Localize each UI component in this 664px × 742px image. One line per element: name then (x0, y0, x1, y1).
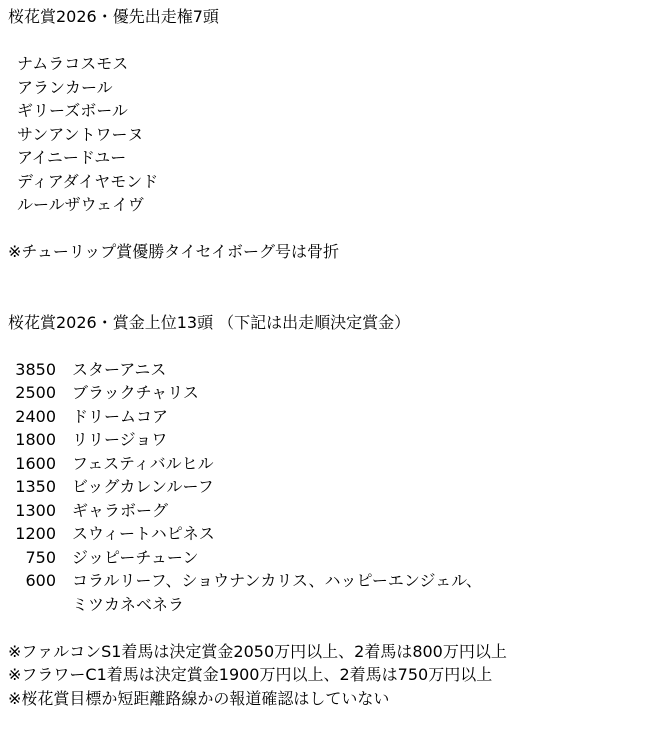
injury-note: ※チューリップ賞優勝タイセイボーグ号は骨折 (8, 242, 340, 261)
priority-section-title: 桜花賞2026・優先出走権7頭 (8, 7, 219, 26)
prize-horse-name: ジッピーチューン (72, 547, 199, 567)
prize-horse-name: ギャラボーグ (72, 500, 169, 520)
priority-horse-name: ルールザウェイヴ (17, 195, 145, 214)
prize-row (8, 381, 664, 405)
prize-amount: 1350 (15, 477, 56, 496)
prize-amount: 1800 (15, 430, 56, 449)
prize-row (8, 522, 664, 546)
priority-horse-name: アランカール (17, 77, 113, 97)
prize-list (8, 358, 664, 617)
prize-horse-name: リリージョワ (72, 430, 168, 449)
prize-horse-name: ミツカネベネラ (72, 594, 185, 614)
prize-amount: 3850 (15, 359, 56, 379)
prize-row (8, 499, 664, 523)
prize-row-continuation (8, 593, 664, 617)
prize-row (8, 358, 664, 382)
prize-section-title: 桜花賞2026・賞金上位13頭 （下記は出走順決定賞金） (8, 312, 411, 332)
prize-row (8, 475, 664, 499)
footnotes (8, 640, 664, 711)
prize-amount: 1200 (15, 524, 56, 543)
priority-horse-name: アイニードユー (17, 148, 127, 167)
prize-row (8, 452, 664, 476)
priority-horse-name: サンアントワーヌ (17, 124, 144, 144)
priority-horse-list (8, 52, 664, 217)
prize-amount: 1600 (15, 453, 56, 473)
prize-amount: 2500 (15, 383, 56, 402)
prize-horse-name: スウィートハピネス (72, 524, 215, 543)
prize-row (8, 405, 664, 429)
footnote-no-report-confirmation: ※桜花賞目標か短距離路線かの報道確認はしていない (8, 688, 390, 708)
priority-horse-name: ディアダイヤモンド (17, 171, 159, 191)
prize-horse-name: ビッグカレンルーフ (72, 477, 214, 496)
prize-amount: 750 (25, 547, 56, 567)
prize-horse-name: ドリームコア (72, 406, 169, 426)
prize-horse-name: フェスティバルヒル (72, 453, 214, 473)
prize-horse-name: ブラックチャリス (72, 383, 199, 402)
prize-horse-name: コラルリーフ、ショウナンカリス、ハッピーエンジェル、 (72, 571, 482, 590)
prize-amount: 600 (25, 571, 56, 590)
prize-row (8, 569, 664, 593)
prize-row (8, 428, 664, 452)
prize-amount: 2400 (15, 406, 56, 426)
footnote-falcon-stakes: ※ファルコンS1着馬は決定賞金2050万円以上、2着馬は800万円以上 (8, 641, 507, 661)
priority-horse-name: ギリーズボール (17, 101, 128, 120)
prize-horse-name: スターアニス (72, 359, 167, 379)
prize-row (8, 546, 664, 570)
priority-horse-name: ナムラコスモス (17, 54, 129, 73)
prize-amount: 1300 (15, 500, 56, 520)
footnote-flower-cup: ※フラワーC1着馬は決定賞金1900万円以上、2着馬は750万円以上 (8, 665, 493, 684)
